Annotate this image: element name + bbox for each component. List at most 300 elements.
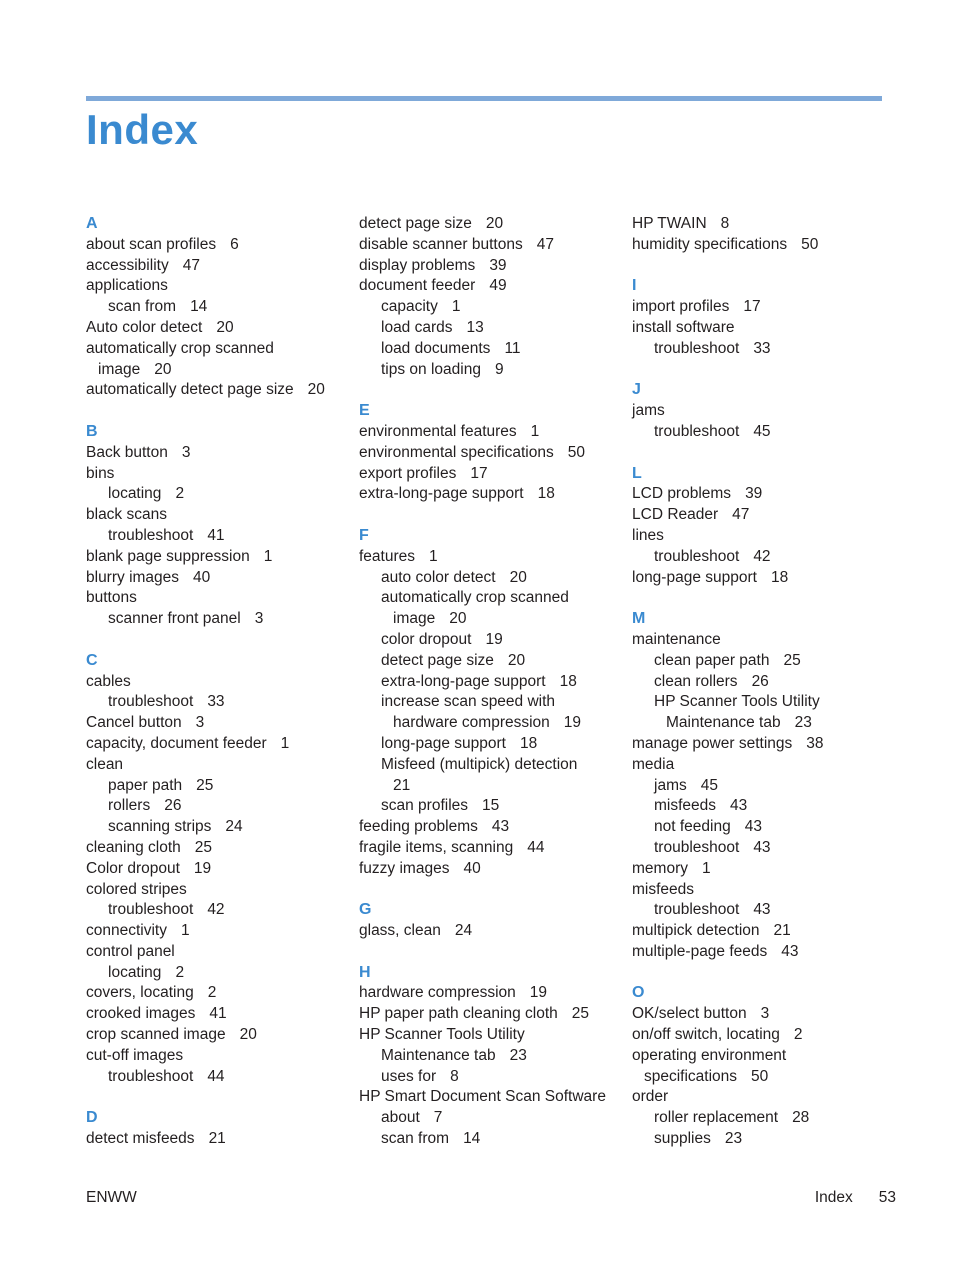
index-page-ref[interactable]: 8 — [720, 215, 730, 232]
header-rule — [86, 96, 882, 101]
index-term: connectivity — [86, 922, 167, 940]
index-term: humidity specifications — [632, 235, 788, 253]
index-page-ref[interactable]: 21 — [773, 922, 791, 940]
index-term: image — [393, 610, 436, 628]
index-entry — [86, 1046, 346, 1067]
index-entry — [86, 318, 346, 339]
index-entry — [359, 443, 619, 464]
index-term: jams — [632, 402, 665, 420]
index-term: automatically detect page size — [86, 381, 294, 399]
index-term: accessibility — [86, 256, 169, 274]
index-entry — [86, 380, 346, 401]
index-page-ref[interactable]: 1 — [451, 298, 461, 316]
index-term: crop scanned image — [86, 1026, 226, 1044]
index-term: crooked images — [86, 1005, 196, 1023]
index-term: Auto color detect — [86, 318, 203, 336]
index-page-ref[interactable]: 20 — [507, 651, 526, 669]
index-page-ref[interactable]: 1 — [180, 922, 190, 940]
index-entry — [632, 942, 892, 963]
index-term: tips on loading — [381, 360, 481, 378]
index-entry — [632, 1087, 892, 1108]
index-entry — [359, 464, 619, 485]
index-page-ref[interactable]: 2 — [207, 984, 217, 1002]
index-page-ref[interactable]: 19 — [485, 630, 503, 648]
index-term: blank page suppression — [86, 547, 250, 565]
index-entry — [359, 983, 619, 1004]
index-term: fuzzy images — [359, 859, 450, 877]
index-entry — [86, 1129, 346, 1150]
index-letter-heading: J — [632, 381, 641, 399]
index-page-ref[interactable]: 41 — [209, 1005, 227, 1023]
index-page-ref[interactable]: 19 — [193, 859, 212, 877]
index-entry — [632, 214, 892, 235]
index-term: increase scan speed with — [381, 693, 556, 711]
index-page-ref[interactable]: 49 — [489, 277, 507, 295]
index-entry — [632, 734, 892, 755]
index-page-ref[interactable]: 18 — [537, 485, 555, 503]
index-entry — [86, 1004, 346, 1025]
index-entry — [86, 900, 346, 921]
index-term: Maintenance tab — [666, 714, 781, 732]
footer-left: ENWW — [86, 1189, 137, 1206]
index-page-ref[interactable]: 39 — [489, 256, 507, 274]
index-letter-heading: C — [86, 651, 98, 669]
index-entry — [86, 983, 346, 1004]
index-page-ref[interactable]: 47 — [182, 256, 200, 274]
index-page-ref[interactable]: 45 — [700, 776, 718, 794]
index-entry — [632, 505, 892, 526]
index-entry — [86, 1025, 346, 1046]
index-term: detect page size — [381, 651, 494, 669]
index-page-ref[interactable]: 11 — [504, 339, 521, 357]
index-page-ref[interactable]: 43 — [753, 901, 771, 919]
index-page-ref[interactable]: 43 — [753, 838, 771, 856]
index-term: display problems — [359, 256, 476, 274]
index-term: detect misfeeds — [86, 1130, 195, 1148]
index-page-ref[interactable]: 3 — [760, 1005, 770, 1023]
index-page-ref[interactable]: 43 — [730, 797, 748, 815]
index-entry — [632, 297, 892, 318]
index-entry — [632, 630, 892, 651]
index-term: multiple-page feeds — [632, 942, 768, 960]
index-term: troubleshoot — [108, 1067, 194, 1085]
index-entry — [359, 796, 619, 817]
index-page-ref[interactable]: 24 — [454, 922, 473, 940]
index-entry — [632, 859, 892, 880]
index-page-ref[interactable]: 8 — [450, 1067, 459, 1085]
index-entry — [86, 776, 346, 797]
index-page-ref[interactable]: 6 — [230, 235, 239, 253]
index-page-ref[interactable]: 47 — [536, 235, 554, 253]
index-entry — [632, 900, 892, 921]
index-page-ref[interactable]: 1 — [280, 734, 290, 752]
index-term: hardware compression — [359, 984, 516, 1002]
index-term: scan profiles — [381, 797, 469, 815]
index-term: applications — [86, 277, 168, 295]
index-entry — [359, 588, 619, 609]
index-page-ref[interactable]: 18 — [559, 672, 577, 690]
index-entry — [86, 339, 346, 360]
index-page-ref[interactable]: 1 — [701, 859, 711, 877]
index-letter-heading: F — [359, 526, 369, 544]
index-entry — [632, 755, 892, 776]
index-term: features — [359, 547, 416, 565]
index-entry — [359, 776, 619, 797]
index-page-ref[interactable]: 43 — [744, 818, 762, 836]
page-number: 53 — [878, 1189, 896, 1206]
index-term: load documents — [381, 339, 491, 357]
index-term: Back button — [86, 443, 168, 461]
index-page-ref[interactable]: 20 — [154, 360, 172, 378]
index-entry — [359, 921, 619, 942]
index-page-ref[interactable]: 47 — [732, 506, 750, 524]
index-entry — [359, 568, 619, 589]
index-entry — [632, 1129, 892, 1150]
index-page-ref[interactable]: 43 — [491, 818, 510, 836]
index-entry — [632, 672, 892, 693]
index-entry — [86, 588, 346, 609]
index-term: supplies — [654, 1130, 711, 1148]
index-entry — [632, 401, 892, 422]
index-entry — [86, 672, 346, 693]
index-entry — [359, 1067, 619, 1088]
index-entry — [359, 276, 619, 297]
index-entry — [86, 443, 346, 464]
index-term: control panel — [86, 942, 175, 960]
index-entry — [632, 880, 892, 901]
index-page-ref[interactable]: 39 — [745, 485, 763, 503]
index-page-ref[interactable]: 21 — [208, 1130, 226, 1148]
index-entry — [359, 817, 619, 838]
index-term: scan from — [381, 1130, 450, 1148]
index-term: HP TWAIN — [632, 215, 707, 232]
index-term: paper path — [108, 776, 183, 794]
index-letter-heading: D — [86, 1109, 98, 1127]
index-page-ref[interactable]: 15 — [482, 797, 500, 815]
index-term: environmental features — [359, 422, 517, 440]
index-term: troubleshoot — [108, 693, 194, 711]
index-term: locating — [108, 963, 162, 981]
index-term: black scans — [86, 506, 167, 524]
index-term: capacity, document feeder — [86, 734, 267, 752]
index-entry — [632, 1025, 892, 1046]
index-entry — [632, 526, 892, 547]
index-term: specifications — [644, 1067, 738, 1085]
index-term: manage power settings — [632, 734, 793, 752]
index-term: media — [632, 755, 675, 773]
index-entry — [86, 609, 346, 630]
index-term: misfeeds — [632, 880, 695, 898]
index-entry — [632, 838, 892, 859]
index-term: scan from — [108, 298, 177, 316]
index-page-ref[interactable]: 14 — [463, 1130, 481, 1148]
index-term: extra-long-page support — [381, 672, 546, 690]
index-term: Maintenance tab — [381, 1046, 496, 1064]
index-entry — [632, 651, 892, 672]
index-entry — [86, 547, 346, 568]
index-term: OK/select button — [632, 1005, 747, 1023]
index-term: locating — [108, 485, 162, 503]
index-entry — [359, 235, 619, 256]
index-term: blurry images — [86, 568, 180, 586]
index-entry — [86, 235, 346, 256]
index-page-ref[interactable]: 14 — [190, 298, 208, 316]
index-page-ref[interactable]: 33 — [753, 339, 771, 357]
index-entry — [632, 1067, 892, 1088]
index-page-ref[interactable]: 18 — [519, 734, 538, 752]
index-entry — [632, 796, 892, 817]
index-page-ref[interactable]: 50 — [567, 443, 585, 461]
index-term: troubleshoot — [654, 547, 740, 565]
index-page-ref[interactable]: 25 — [196, 776, 214, 794]
index-entry — [86, 921, 346, 942]
index-letter-heading: O — [632, 984, 645, 1002]
index-column-1 — [86, 214, 346, 1150]
index-page-ref[interactable]: 9 — [494, 360, 504, 378]
page-title: Index — [86, 106, 199, 153]
index-page-ref[interactable]: 20 — [239, 1026, 257, 1044]
index-entry — [86, 360, 346, 381]
index-term: scanning strips — [108, 818, 212, 836]
index-term: automatically crop scanned — [381, 589, 569, 607]
index-entry — [359, 609, 619, 630]
index-term: long-page support — [632, 568, 757, 586]
index-term: lines — [632, 526, 664, 544]
index-letter-heading: B — [86, 422, 98, 440]
index-entry — [86, 755, 346, 776]
index-entry — [86, 817, 346, 838]
index-page-ref[interactable]: 3 — [254, 610, 264, 628]
index-entry — [359, 214, 619, 235]
index-letter-heading: I — [632, 277, 637, 295]
index-entry — [359, 547, 619, 568]
index-entry — [86, 297, 346, 318]
index-entry — [86, 734, 346, 755]
index-entry — [632, 817, 892, 838]
index-page-ref[interactable]: 3 — [181, 443, 191, 461]
index-page-ref[interactable]: 1 — [429, 547, 438, 565]
index-page-ref[interactable]: 17 — [743, 298, 761, 316]
index-entry — [86, 505, 346, 526]
index-term: extra-long-page support — [359, 485, 524, 503]
index-page-ref[interactable]: 7 — [433, 1109, 443, 1127]
index-entry — [632, 1004, 892, 1025]
index-term: color dropout — [381, 630, 472, 648]
index-term: clean — [86, 755, 124, 773]
index-page-ref[interactable]: 42 — [207, 901, 225, 919]
index-page-ref[interactable]: 50 — [751, 1067, 769, 1085]
index-page-ref[interactable]: 2 — [793, 1026, 803, 1044]
index-term: order — [632, 1088, 669, 1106]
index-entry — [86, 1067, 346, 1088]
footer-right — [815, 1188, 896, 1208]
index-column-2 — [359, 214, 619, 1150]
index-term: automatically crop scanned — [86, 339, 274, 357]
index-term: export profiles — [359, 464, 457, 482]
index-entry — [359, 1129, 619, 1150]
index-term: covers, locating — [86, 984, 194, 1002]
index-entry — [632, 235, 892, 256]
index-term: memory — [632, 859, 688, 877]
index-page-ref[interactable]: 23 — [794, 714, 812, 732]
index-page-ref[interactable]: 26 — [164, 797, 182, 815]
index-term: document feeder — [359, 277, 476, 295]
index-page-ref[interactable]: 18 — [770, 568, 789, 586]
index-term: HP Smart Document Scan Software — [359, 1088, 606, 1106]
index-term: LCD Reader — [632, 506, 719, 524]
index-entry — [632, 318, 892, 339]
index-page-ref[interactable]: 20 — [449, 610, 467, 628]
index-entry — [359, 339, 619, 360]
index-term: maintenance — [632, 630, 721, 648]
index-term: long-page support — [381, 734, 506, 752]
index-page-ref[interactable]: 20 — [216, 318, 234, 336]
index-term: misfeeds — [654, 797, 717, 815]
index-term: import profiles — [632, 298, 730, 316]
index-term: not feeding — [654, 818, 731, 836]
index-page-ref[interactable]: 17 — [470, 464, 488, 482]
index-term: detect page size — [359, 215, 472, 232]
index-term: about — [381, 1109, 420, 1127]
index-term: cut-off images — [86, 1046, 184, 1064]
index-entry — [632, 484, 892, 505]
index-entry — [359, 672, 619, 693]
index-term: buttons — [86, 589, 137, 607]
index-term: environmental specifications — [359, 443, 554, 461]
index-term: disable scanner buttons — [359, 235, 523, 253]
index-term: fragile items, scanning — [359, 838, 514, 856]
index-page-ref[interactable]: 33 — [207, 693, 225, 711]
index-term: cables — [86, 672, 131, 690]
index-term: Color dropout — [86, 859, 180, 877]
index-page-ref[interactable]: 41 — [207, 526, 225, 544]
index-page-ref[interactable]: 1 — [530, 422, 540, 440]
index-page-ref[interactable]: 38 — [806, 734, 824, 752]
index-page-ref[interactable]: 25 — [194, 838, 213, 856]
index-page-ref[interactable]: 26 — [751, 672, 769, 690]
index-page-ref[interactable]: 45 — [753, 422, 771, 440]
index-term: troubleshoot — [108, 901, 194, 919]
index-term: image — [98, 360, 141, 378]
index-entry — [359, 692, 619, 713]
index-column-3 — [632, 214, 892, 1150]
index-term: auto color detect — [381, 568, 496, 586]
index-entry — [86, 796, 346, 817]
index-entry — [359, 713, 619, 734]
index-letter-heading: L — [632, 464, 642, 482]
index-entry — [632, 547, 892, 568]
index-page-ref[interactable]: 3 — [195, 714, 205, 732]
index-term: load cards — [381, 318, 453, 336]
index-page-ref[interactable]: 23 — [509, 1046, 527, 1064]
index-letter-heading: H — [359, 963, 371, 981]
index-entry — [86, 880, 346, 901]
index-term: troubleshoot — [654, 838, 740, 856]
index-page-ref[interactable]: 20 — [509, 568, 527, 586]
index-term: clean rollers — [654, 672, 738, 690]
index-term: roller replacement — [654, 1109, 779, 1127]
index-term: clean paper path — [654, 651, 770, 669]
index-entry — [359, 838, 619, 859]
index-term: bins — [86, 464, 115, 482]
index-term: install software — [632, 318, 735, 336]
index-page-ref[interactable]: 23 — [724, 1130, 743, 1148]
index-term: troubleshoot — [108, 526, 194, 544]
index-term: colored stripes — [86, 880, 187, 898]
index-term: multipick detection — [632, 922, 760, 940]
index-term: rollers — [108, 797, 151, 815]
index-term: hardware compression — [393, 714, 550, 732]
index-entry — [86, 484, 346, 505]
index-page-ref[interactable]: 24 — [225, 818, 243, 836]
index-term: on/off switch, locating — [632, 1026, 780, 1044]
index-page-ref[interactable]: 2 — [175, 485, 185, 503]
index-page-ref[interactable]: 43 — [781, 942, 799, 960]
index-entry — [359, 1004, 619, 1025]
index-page-ref[interactable]: 25 — [571, 1005, 590, 1023]
index-page-ref[interactable]: 44 — [527, 838, 545, 856]
index-page-ref[interactable]: 19 — [563, 714, 582, 732]
index-entry — [86, 256, 346, 277]
index-entry — [359, 256, 619, 277]
index-entry — [632, 921, 892, 942]
index-entry — [632, 1108, 892, 1129]
index-page-ref[interactable]: 40 — [193, 568, 211, 586]
index-term: about scan profiles — [86, 235, 217, 253]
index-entry — [632, 692, 892, 713]
index-entry — [359, 360, 619, 381]
index-page-ref[interactable]: 20 — [485, 215, 504, 232]
index-entry — [86, 859, 346, 880]
index-page-ref[interactable]: 40 — [463, 859, 481, 877]
index-letter-heading: G — [359, 901, 372, 919]
index-page-ref[interactable]: 50 — [801, 235, 819, 253]
index-term: troubleshoot — [654, 901, 740, 919]
index-entry — [359, 1108, 619, 1129]
index-page-ref[interactable]: 25 — [783, 651, 801, 669]
index-letter-heading: M — [632, 610, 646, 628]
index-page-ref[interactable]: 21 — [393, 776, 411, 794]
index-page-ref[interactable]: 19 — [529, 984, 548, 1002]
index-entry — [632, 713, 892, 734]
index-term: troubleshoot — [654, 422, 740, 440]
index-page-ref[interactable]: 13 — [466, 318, 484, 336]
index-page-ref[interactable]: 28 — [792, 1109, 810, 1127]
index-page-ref[interactable]: 42 — [753, 547, 771, 565]
index-page-ref[interactable]: 1 — [263, 547, 273, 565]
index-term: troubleshoot — [654, 339, 740, 357]
index-term: cleaning cloth — [86, 838, 181, 856]
index-entry — [632, 422, 892, 443]
index-entry — [632, 568, 892, 589]
index-entry — [86, 276, 346, 297]
index-entry — [86, 713, 346, 734]
index-term: Cancel button — [86, 714, 182, 732]
index-entry — [359, 755, 619, 776]
index-page-ref[interactable]: 20 — [307, 381, 325, 399]
index-letter-heading: A — [86, 215, 98, 232]
index-entry — [632, 776, 892, 797]
index-page-ref[interactable]: 44 — [207, 1067, 225, 1085]
index-term: HP paper path cleaning cloth — [359, 1005, 558, 1023]
index-entry — [86, 942, 346, 963]
index-entry — [632, 339, 892, 360]
index-page-ref[interactable]: 2 — [175, 963, 185, 981]
index-entry — [86, 568, 346, 589]
index-term: capacity — [381, 298, 438, 316]
index-term: Misfeed (multipick) detection — [381, 755, 578, 773]
index-entry — [359, 422, 619, 443]
